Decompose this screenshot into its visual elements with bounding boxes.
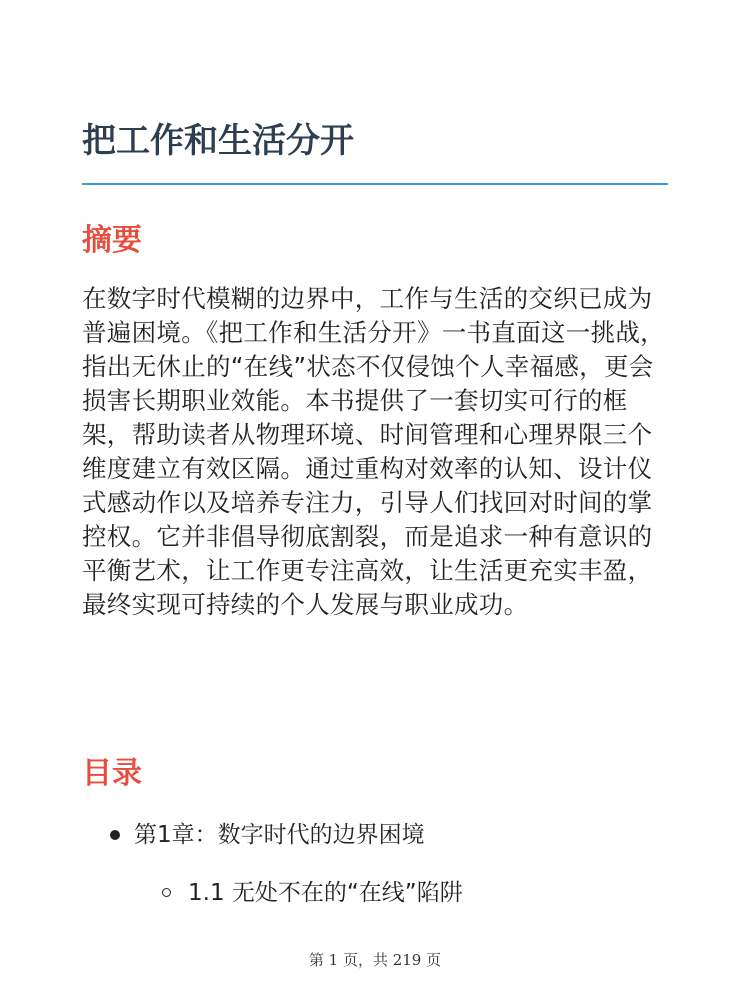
toc-item-chapter-1[interactable]	[110, 818, 425, 852]
toc-heading: 目录	[82, 756, 142, 791]
bullet-circle-icon	[162, 888, 171, 897]
toc-item-section-1-1[interactable]	[162, 876, 463, 910]
toc-item-label: 第1章：数字时代的边界困境	[134, 822, 425, 848]
document-page	[82, 0, 668, 1000]
page-footer: 第 1 页，共 219 页	[308, 951, 442, 969]
title-divider	[82, 183, 668, 185]
abstract-heading: 摘要	[82, 223, 142, 258]
page-title: 把工作和生活分开	[82, 121, 354, 161]
bullet-disc-icon	[110, 830, 120, 840]
abstract-paragraph: 在数字时代模糊的边界中，工作与生活的交织已成为普遍困境。《把工作和生活分开》一书直面这一挑战，指出无休止的“在线”状态不仅侵蚀个人幸福感，更会损害长期职业效能。本书提供了一套切实可行的框架，帮助读者从物理环境、时间管理和心理界限三个维度建立有效区隔。通过重构对效率的认知、设计仪式感动作以及培养专注力，引导人们找回对时间的掌控权。它并非倡导彻底割裂，而是追求一种有意识的平衡艺术，让工作更专注高效，让生活更充实丰盈，最终实现可持续的个人发展与职业成功。	[82, 284, 665, 619]
toc-item-label: 1.1 无处不在的“在线”陷阱	[188, 880, 463, 906]
